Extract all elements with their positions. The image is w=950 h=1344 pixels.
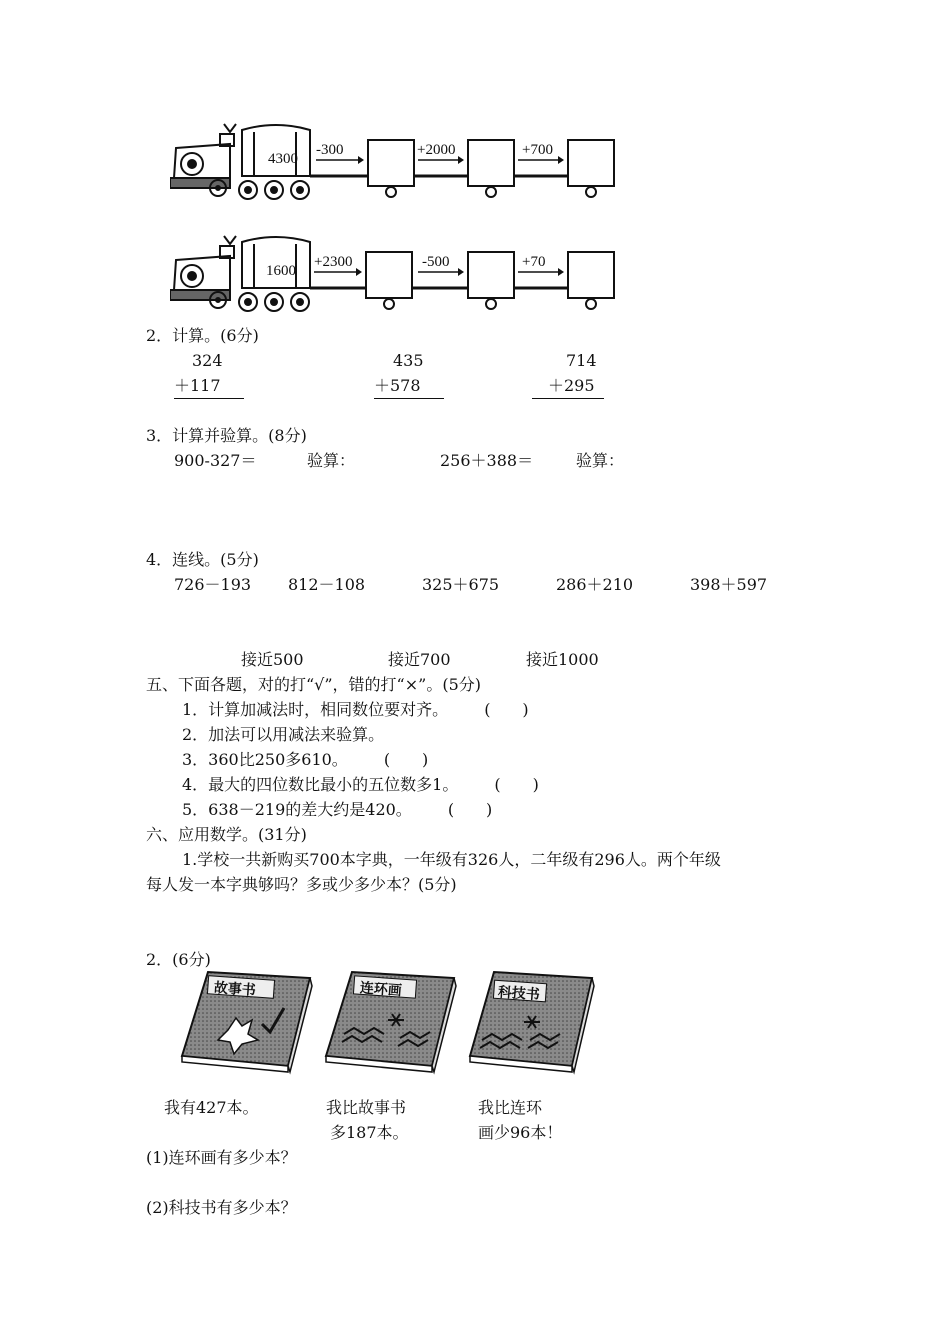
book-title: 连环画 (359, 981, 403, 1000)
train-diagram-1 (170, 122, 630, 206)
vertical-addition-top: 324 (192, 351, 223, 370)
judge-item (182, 775, 539, 795)
match-target[interactable]: 接近1000 (526, 650, 599, 669)
match-expression[interactable]: 286＋210 (556, 575, 634, 594)
q3-title: 3．计算并验算。(8分) (146, 426, 307, 445)
match-expression[interactable]: 812－108 (288, 575, 366, 594)
answer-paren[interactable]: ( ) (447, 800, 493, 819)
q3-check-2: 验算： (576, 451, 625, 470)
engine-number: 4300 (268, 151, 298, 167)
answer-box (468, 140, 514, 186)
book-caption: 多187本。 (330, 1123, 409, 1142)
answer-paren[interactable]: ( ) (484, 700, 529, 719)
book-icon (326, 972, 456, 1072)
sub-question-2: (2)科技书有多少本？ (146, 1198, 297, 1217)
step-label: +700 (522, 142, 553, 158)
problem-2-title: 2．(6分) (146, 950, 211, 969)
book-caption: 画少96本！ (478, 1123, 563, 1142)
vertical-addition-top: 435 (393, 351, 424, 370)
step-label: +70 (522, 254, 546, 270)
answer-box (366, 252, 412, 298)
judge-item-text: 4．最大的四位数比最小的五位数多1。 (182, 775, 459, 794)
train-diagram-2 (170, 234, 630, 318)
q3-expr-1: 900-327＝ (174, 451, 257, 470)
judge-item-text: 1．计算加减法时，相同数位要对齐。 (182, 700, 449, 719)
match-target[interactable]: 接近500 (241, 650, 304, 669)
match-target[interactable]: 接近700 (388, 650, 451, 669)
judge-item-text: 5．638－219的差大约是420。 (182, 800, 412, 819)
judge-item-text: 3．360比250多610。 (182, 750, 348, 769)
step-label: +2000 (417, 142, 456, 158)
section-5-title: 五、下面各题，对的打“√”，错的打“×”。(5分) (146, 675, 481, 694)
vertical-addition-top: 714 (566, 351, 597, 370)
answer-line (374, 398, 444, 399)
q2-title: 2．计算。(6分) (146, 326, 259, 345)
book-icon (470, 972, 594, 1072)
answer-paren[interactable]: ( ) (383, 750, 429, 769)
book-title: 科技书 (497, 985, 541, 1004)
judge-item (182, 700, 529, 720)
judge-item (182, 800, 492, 820)
judge-item (182, 725, 384, 745)
match-expression[interactable]: 325＋675 (422, 575, 500, 594)
step-label: +2300 (314, 254, 353, 270)
answer-box (468, 252, 514, 298)
answer-line (174, 398, 244, 399)
book-caption: 我比故事书 (326, 1098, 407, 1117)
judge-item-text: 2．加法可以用减法来验算。 (182, 725, 385, 744)
q4-title: 4．连线。(5分) (146, 550, 259, 569)
book-illustrations (178, 968, 598, 1080)
answer-paren[interactable]: ( ) (494, 775, 539, 794)
book-caption: 我比连环 (478, 1098, 543, 1117)
book-caption: 我有427本。 (164, 1098, 259, 1117)
answer-box (568, 252, 614, 298)
step-label: -300 (316, 142, 344, 158)
book-title: 故事书 (213, 981, 257, 1000)
q3-check-1: 验算： (307, 451, 356, 470)
match-expression[interactable]: 398＋597 (690, 575, 768, 594)
section-6-title: 六、应用数学。(31分) (146, 825, 307, 844)
engine-number: 1600 (266, 263, 296, 279)
answer-box (568, 140, 614, 186)
sub-question-1: (1)连环画有多少本？ (146, 1148, 297, 1167)
vertical-addition-bottom: ＋117 (174, 376, 221, 395)
problem-1-text: 1.学校一共新购买700本字典，一年级有326人，二年级有296人。两个年级 (182, 850, 721, 869)
book-icon (182, 972, 312, 1072)
vertical-addition-bottom: ＋578 (374, 376, 421, 395)
vertical-addition-bottom: ＋295 (548, 376, 595, 395)
judge-item (182, 750, 428, 770)
problem-1-text: 每人发一本字典够吗？多或少多少本？(5分) (146, 875, 457, 894)
match-expression[interactable]: 726－193 (174, 575, 252, 594)
step-label: -500 (422, 254, 450, 270)
answer-box (368, 140, 414, 186)
q3-expr-2: 256＋388＝ (440, 451, 534, 470)
answer-line (532, 398, 604, 399)
